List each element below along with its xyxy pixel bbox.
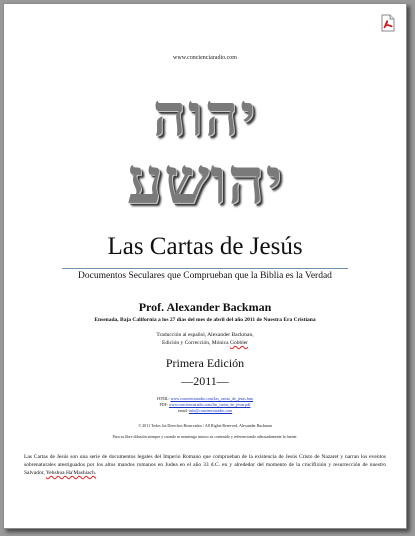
intro-paragraph [24,453,386,477]
links-block [4,396,406,414]
edition-year: —2011— [181,374,229,388]
edition-credit-name: Gobbler [229,340,248,346]
link-url[interactable]: info@concienciaradio.com [188,408,233,413]
link-email [4,408,406,414]
distribution-notice: Para su libre difusión siempre y cuando se mantenga intacto su contenido y referenciando adecuadamente la fuente. [112,434,298,439]
document-page [3,3,407,529]
pdf-file-icon[interactable] [380,14,396,32]
edition-label: Primera Edición [165,356,245,370]
hebrew-name-line-1: יהוה [152,81,258,149]
document-subtitle: Documentos Seculares que Comprueban que la Biblia es la Verdad [78,271,332,281]
hebrew-name-line-2: יהושע [126,144,284,219]
link-label: email: [177,408,188,413]
intro-text: Las Cartas de Jesús son una serie de documentos legales del Imperio Romano que comprueban de la existencia de Jesús Cristo de Nazaret y narran los eventos sobrenaturales atestiguados por los altos mandos romanos en Judea en el año 33 d.C. en y alrededor del momento de la crucifixión y resurrección de nuestro Salvador, [24,454,386,476]
document-title: Las Cartas de Jesús [107,233,303,260]
author-name: Prof. Alexander Backman [138,300,272,314]
translation-credit: Traducción al español, Alexander Backman, [156,332,254,338]
edition-credit-prefix: Edición y Corrección, Mónica [162,340,230,346]
link-label: PDF: [159,402,168,407]
edition-credit [4,339,406,347]
title-divider [62,268,348,269]
intro-name: Yehshua Ha'Mashiach. [45,470,97,476]
link-url[interactable]: www.concienciaradio.com/las_cartas_de_jesus.htm [170,396,253,401]
place-date-line: Ensenada, Baja California a los 27 días del mes de abril del año 2011 de Nuestra Era Cristiana [94,317,316,323]
link-url[interactable]: www.concienciaradio.com/las_cartas_de_jesus.pdf [168,402,251,407]
credits [4,331,406,347]
copyright-line: © 2011 Todos los Derechos Reservados / All Rights Reserved, Alexander Backman [138,423,272,428]
site-url[interactable]: www.concienciaradio.com [173,55,237,61]
link-label: HTML: [157,396,170,401]
